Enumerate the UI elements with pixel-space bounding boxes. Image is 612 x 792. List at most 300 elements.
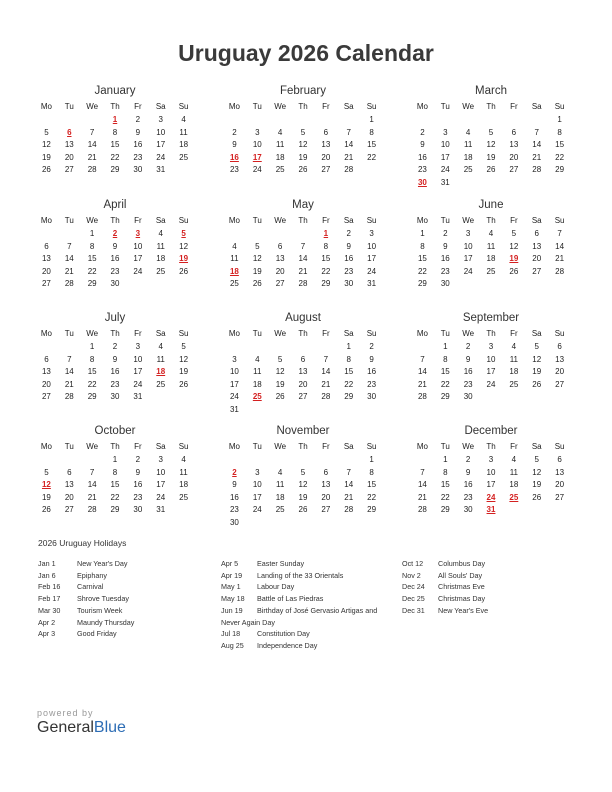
day-cell: 29 xyxy=(440,392,450,402)
empty-day-cell xyxy=(269,114,292,127)
day-cell: 13 xyxy=(321,480,331,490)
weekday-label: Mo xyxy=(416,442,428,451)
day-cell: 23 xyxy=(344,266,354,276)
day-cell: 23 xyxy=(133,492,143,502)
day-cell: 15 xyxy=(417,254,427,264)
day-cell: 15 xyxy=(367,140,377,150)
day-cell: 16 xyxy=(110,367,120,377)
day-cell: 13 xyxy=(64,480,74,490)
day-cell: 30 xyxy=(229,517,239,527)
day-cell: 28 xyxy=(87,165,97,175)
day-cell: 16 xyxy=(463,480,473,490)
day-cell: 13 xyxy=(555,354,565,364)
empty-day-cell xyxy=(172,278,195,291)
day-cell: 16 xyxy=(133,480,143,490)
day-cell: 28 xyxy=(344,165,354,175)
day-cell: 6 xyxy=(44,241,49,251)
weekday-label: Th xyxy=(298,102,308,111)
day-cell: 17 xyxy=(440,152,450,162)
weekday-label: Mo xyxy=(228,216,240,225)
day-cell: 19 xyxy=(532,480,542,490)
empty-day-cell xyxy=(292,517,315,530)
week-row xyxy=(35,379,195,392)
holiday-date: Aug 25 xyxy=(221,640,244,650)
month-july xyxy=(35,310,195,404)
holiday-entry xyxy=(221,581,391,593)
day-cell: 18 xyxy=(275,152,285,162)
day-cell: 28 xyxy=(417,505,427,515)
weekday-label: Fr xyxy=(134,102,142,111)
empty-day-cell xyxy=(269,341,292,354)
holiday-name: Good Friday xyxy=(77,629,117,639)
day-cell: 15 xyxy=(110,140,120,150)
holiday-name: New Year's Eve xyxy=(438,605,489,615)
holiday-date: Nov 2 xyxy=(402,570,421,580)
day-cell: 14 xyxy=(87,140,97,150)
empty-day-cell xyxy=(360,164,383,177)
day-cell: 11 xyxy=(230,254,239,264)
month-june xyxy=(411,197,571,291)
holiday-name: Battle of Las Piedras xyxy=(257,594,324,604)
day-cell: 30 xyxy=(133,165,143,175)
weekday-label: Tu xyxy=(440,216,450,225)
day-cell: 6 xyxy=(300,354,306,364)
empty-day-cell xyxy=(548,278,571,291)
weekday-label: Su xyxy=(178,442,189,451)
holiday-date: Feb 16 xyxy=(38,582,61,592)
weekday-label: Sa xyxy=(343,329,354,338)
day-cell: 6 xyxy=(277,241,283,251)
week-row xyxy=(35,492,195,505)
week-row xyxy=(411,379,571,392)
day-cell: 15 xyxy=(555,140,565,150)
weekday-header xyxy=(223,214,383,228)
empty-day-cell xyxy=(525,504,548,517)
day-cell: 10 xyxy=(486,354,496,364)
day-cell: 22 xyxy=(367,152,377,162)
day-cell: 21 xyxy=(298,266,308,276)
day-cell: 8 xyxy=(443,467,448,477)
weekday-label: We xyxy=(274,216,287,225)
day-cell: 23 xyxy=(110,379,120,389)
holiday-name: Independence Day xyxy=(257,640,318,650)
day-cell: 4 xyxy=(277,127,283,137)
day-cell: 2 xyxy=(465,342,471,351)
empty-day-cell xyxy=(337,404,360,417)
day-cell: 7 xyxy=(420,354,425,364)
day-cell: 10 xyxy=(229,367,239,377)
day-cell: 9 xyxy=(135,467,141,477)
day-cell: 24 xyxy=(463,266,473,276)
day-cell: 27 xyxy=(321,165,331,175)
day-cell: 27 xyxy=(298,392,308,402)
weekday-label: Th xyxy=(110,442,120,451)
day-cell: 9 xyxy=(465,354,471,364)
empty-day-cell xyxy=(525,114,548,127)
day-cell: 6 xyxy=(511,127,517,137)
day-cell: 20 xyxy=(555,480,565,490)
day-cell: 28 xyxy=(64,392,74,402)
week-row xyxy=(35,241,195,254)
day-cell: 2 xyxy=(420,127,425,137)
day-cell: 6 xyxy=(557,342,562,351)
weekday-header xyxy=(411,100,571,114)
weekday-header xyxy=(411,440,571,454)
day-cell: 14 xyxy=(532,140,542,150)
week-row xyxy=(223,404,383,417)
day-cell: 2 xyxy=(135,115,141,124)
day-cell: 6 xyxy=(323,467,329,477)
weekday-label: Su xyxy=(366,329,377,338)
holiday-date: Jan 1 xyxy=(38,559,56,568)
empty-day-cell xyxy=(58,341,81,354)
day-cell: 5 xyxy=(255,241,260,251)
day-cell: 11 xyxy=(486,241,496,251)
empty-day-cell xyxy=(360,517,383,530)
day-cell: 13 xyxy=(41,367,51,377)
day-cell: 1 xyxy=(89,342,95,351)
day-cell: 30 xyxy=(463,392,473,402)
month-name: May xyxy=(292,199,314,211)
day-cell: 20 xyxy=(532,254,542,264)
week-row xyxy=(223,467,383,480)
weekday-label: We xyxy=(462,102,475,111)
day-cell: 18 xyxy=(275,492,285,502)
holiday-name: Tourism Week xyxy=(77,605,123,615)
day-cell: 12 xyxy=(252,254,262,264)
holiday-day-cell: 3 xyxy=(135,229,141,238)
day-cell: 15 xyxy=(440,480,450,490)
day-cell: 17 xyxy=(486,480,496,490)
day-cell: 19 xyxy=(486,152,496,162)
day-cell: 8 xyxy=(420,241,425,251)
weekday-label: Th xyxy=(110,216,120,225)
weekday-label: Sa xyxy=(531,329,542,338)
day-cell: 4 xyxy=(158,342,163,351)
day-cell: 23 xyxy=(110,266,120,276)
holiday-date: Jan 6 xyxy=(38,570,56,580)
weekday-label: Mo xyxy=(416,102,428,111)
weekday-header xyxy=(223,327,383,341)
day-cell: 6 xyxy=(323,127,329,137)
day-cell: 23 xyxy=(463,379,473,389)
empty-day-cell xyxy=(223,341,246,354)
day-cell: 27 xyxy=(532,266,542,276)
weekday-label: We xyxy=(274,442,287,451)
day-cell: 30 xyxy=(440,279,450,289)
month-name: January xyxy=(94,85,136,97)
weekday-label: We xyxy=(462,216,475,225)
day-cell: 17 xyxy=(229,379,239,389)
holiday-name: All Souls' Day xyxy=(438,570,483,580)
day-cell: 15 xyxy=(87,254,97,264)
day-cell: 8 xyxy=(346,354,351,364)
day-cell: 21 xyxy=(532,152,542,162)
day-cell: 5 xyxy=(488,127,494,137)
weekday-label: Tu xyxy=(252,442,262,451)
day-cell: 5 xyxy=(300,127,306,137)
weekday-label: Sa xyxy=(531,102,542,111)
day-cell: 9 xyxy=(135,127,141,137)
day-cell: 27 xyxy=(64,505,74,515)
empty-day-cell xyxy=(502,391,525,404)
weekday-label: Tu xyxy=(64,329,74,338)
day-cell: 17 xyxy=(133,254,143,264)
weekday-label: We xyxy=(86,216,99,225)
day-cell: 20 xyxy=(41,379,51,389)
day-cell: 15 xyxy=(321,254,331,264)
empty-day-cell xyxy=(502,504,525,517)
brand-name xyxy=(37,719,126,737)
empty-day-cell xyxy=(126,278,149,291)
day-cell: 24 xyxy=(440,165,450,175)
empty-day-cell xyxy=(457,114,480,127)
empty-day-cell xyxy=(172,164,195,177)
weekday-label: Tu xyxy=(252,216,262,225)
day-cell: 4 xyxy=(255,354,260,364)
empty-day-cell xyxy=(525,177,548,190)
week-row xyxy=(411,266,571,279)
day-cell: 28 xyxy=(87,505,97,515)
empty-day-cell xyxy=(314,517,337,530)
day-cell: 22 xyxy=(417,266,427,276)
day-cell: 8 xyxy=(443,354,448,364)
weekday-label: Fr xyxy=(510,442,518,451)
week-row xyxy=(411,253,571,266)
day-cell: 3 xyxy=(135,342,141,351)
day-cell: 28 xyxy=(321,392,331,402)
day-cell: 16 xyxy=(133,140,143,150)
day-cell: 30 xyxy=(344,279,354,289)
day-cell: 13 xyxy=(555,467,565,477)
day-cell: 12 xyxy=(275,367,285,377)
day-cell: 29 xyxy=(87,392,97,402)
empty-day-cell xyxy=(292,114,315,127)
weekday-label: Tu xyxy=(440,102,450,111)
day-cell: 18 xyxy=(463,152,473,162)
day-cell: 6 xyxy=(67,467,72,477)
day-cell: 2 xyxy=(443,229,448,238)
holiday-day-cell: 18 xyxy=(229,266,239,276)
empty-day-cell xyxy=(548,504,571,517)
day-cell: 12 xyxy=(179,354,189,364)
day-cell: 24 xyxy=(252,165,262,175)
week-row xyxy=(35,366,195,379)
day-cell: 20 xyxy=(64,492,74,502)
month-name: December xyxy=(464,425,518,437)
week-row xyxy=(411,152,571,165)
day-cell: 26 xyxy=(532,379,542,389)
day-cell: 7 xyxy=(420,467,425,477)
holiday-list-column-3 xyxy=(402,558,572,617)
day-cell: 7 xyxy=(89,467,95,477)
empty-day-cell xyxy=(172,504,195,517)
day-cell: 29 xyxy=(417,279,427,289)
weekday-header xyxy=(223,440,383,454)
day-cell: 31 xyxy=(133,392,143,402)
week-row xyxy=(223,241,383,254)
brand-general: General xyxy=(37,719,94,736)
day-cell: 19 xyxy=(275,379,285,389)
empty-day-cell xyxy=(35,454,58,467)
day-cell: 27 xyxy=(555,492,565,502)
empty-day-cell xyxy=(314,454,337,467)
weekday-label: Mo xyxy=(228,329,240,338)
holiday-date: Jun 19 xyxy=(221,605,243,615)
holiday-entry xyxy=(221,640,391,652)
day-cell: 29 xyxy=(344,392,354,402)
day-cell: 25 xyxy=(229,279,239,289)
holiday-name: Landing of the 33 Orientals xyxy=(257,570,344,580)
weekday-label: Su xyxy=(554,442,565,451)
day-cell: 26 xyxy=(179,266,189,276)
weekday-label: Mo xyxy=(40,442,52,451)
weekday-label: Sa xyxy=(155,102,166,111)
empty-day-cell xyxy=(502,278,525,291)
empty-day-cell xyxy=(480,114,503,127)
weekday-label: Tu xyxy=(252,102,262,111)
day-cell: 4 xyxy=(181,455,186,464)
day-cell: 18 xyxy=(179,480,189,490)
week-row xyxy=(411,114,571,127)
day-cell: 24 xyxy=(229,392,239,402)
day-cell: 13 xyxy=(298,367,308,377)
holiday-day-cell: 24 xyxy=(486,492,496,502)
day-cell: 25 xyxy=(275,505,285,515)
page-title: Uruguay 2026 Calendar xyxy=(178,40,434,66)
day-cell: 13 xyxy=(64,140,74,150)
week-row xyxy=(223,164,383,177)
day-cell: 30 xyxy=(133,505,143,515)
holiday-day-cell: 16 xyxy=(229,152,239,162)
holiday-name: New Year's Day xyxy=(77,559,128,568)
weekday-label: Fr xyxy=(322,102,330,111)
day-cell: 15 xyxy=(344,367,354,377)
day-cell: 2 xyxy=(369,342,374,351)
weekday-label: Sa xyxy=(531,216,542,225)
week-row xyxy=(35,127,195,140)
weekday-label: Tu xyxy=(64,216,74,225)
day-cell: 22 xyxy=(555,152,565,162)
week-row xyxy=(35,391,195,404)
week-row xyxy=(35,354,195,367)
holidays-heading: 2026 Uruguay Holidays xyxy=(38,538,127,548)
day-cell: 17 xyxy=(133,367,143,377)
month-december xyxy=(411,423,571,517)
day-cell: 2 xyxy=(112,342,118,351)
day-cell: 15 xyxy=(110,480,120,490)
day-cell: 7 xyxy=(346,467,351,477)
week-row xyxy=(411,241,571,254)
day-cell: 3 xyxy=(369,229,374,238)
weekday-label: Sa xyxy=(531,442,542,451)
day-cell: 8 xyxy=(112,467,118,477)
holiday-day-cell: 6 xyxy=(67,127,72,137)
day-cell: 30 xyxy=(110,392,120,402)
day-cell: 22 xyxy=(321,266,331,276)
day-cell: 8 xyxy=(112,127,118,137)
week-row xyxy=(411,341,571,354)
month-name: October xyxy=(94,425,136,437)
week-row xyxy=(35,278,195,291)
empty-day-cell xyxy=(58,228,81,241)
day-cell: 26 xyxy=(252,279,262,289)
day-cell: 22 xyxy=(87,266,97,276)
day-cell: 24 xyxy=(156,492,166,502)
week-row xyxy=(411,467,571,480)
day-cell: 23 xyxy=(417,165,427,175)
holiday-name: Christmas Day xyxy=(438,594,486,604)
weekday-label: We xyxy=(462,442,475,451)
day-cell: 16 xyxy=(110,254,120,264)
weekday-label: We xyxy=(462,329,475,338)
day-cell: 2 xyxy=(346,229,351,238)
weekday-label: Sa xyxy=(155,442,166,451)
holiday-day-cell: 18 xyxy=(156,367,166,377)
empty-day-cell xyxy=(480,391,503,404)
day-cell: 19 xyxy=(298,152,308,162)
day-cell: 11 xyxy=(156,354,165,364)
day-cell: 1 xyxy=(369,115,374,124)
weekday-label: Fr xyxy=(510,329,518,338)
empty-day-cell xyxy=(502,177,525,190)
weekday-header xyxy=(223,100,383,114)
day-cell: 7 xyxy=(534,127,539,137)
week-row xyxy=(35,228,195,241)
day-cell: 26 xyxy=(532,492,542,502)
empty-day-cell xyxy=(269,454,292,467)
day-cell: 17 xyxy=(463,254,473,264)
day-cell: 10 xyxy=(133,354,143,364)
holiday-name: Carnival xyxy=(77,582,104,592)
month-february xyxy=(223,83,383,177)
empty-day-cell xyxy=(502,114,525,127)
week-row xyxy=(411,127,571,140)
weekday-label: Sa xyxy=(343,442,354,451)
week-row xyxy=(35,341,195,354)
month-august xyxy=(223,310,383,417)
day-cell: 23 xyxy=(463,492,473,502)
empty-day-cell xyxy=(246,404,269,417)
day-cell: 4 xyxy=(511,342,517,351)
day-cell: 5 xyxy=(300,467,306,477)
day-cell: 23 xyxy=(133,152,143,162)
day-cell: 24 xyxy=(133,266,143,276)
empty-day-cell xyxy=(35,228,58,241)
day-cell: 1 xyxy=(443,455,448,464)
day-cell: 7 xyxy=(89,127,95,137)
week-row xyxy=(223,253,383,266)
weekday-label: Th xyxy=(486,102,496,111)
day-cell: 30 xyxy=(367,392,377,402)
day-cell: 22 xyxy=(110,492,120,502)
day-cell: 20 xyxy=(509,152,519,162)
weekday-label: Su xyxy=(178,216,189,225)
holiday-day-cell: 25 xyxy=(509,492,519,502)
day-cell: 1 xyxy=(420,229,425,238)
day-cell: 7 xyxy=(67,241,72,251)
empty-day-cell xyxy=(246,517,269,530)
day-cell: 12 xyxy=(532,467,542,477)
day-cell: 21 xyxy=(417,379,427,389)
week-row xyxy=(223,454,383,467)
day-cell: 24 xyxy=(156,152,166,162)
day-cell: 12 xyxy=(509,241,519,251)
day-cell: 5 xyxy=(534,342,539,351)
month-name: September xyxy=(462,312,520,324)
day-cell: 31 xyxy=(229,404,239,414)
day-cell: 20 xyxy=(275,266,285,276)
